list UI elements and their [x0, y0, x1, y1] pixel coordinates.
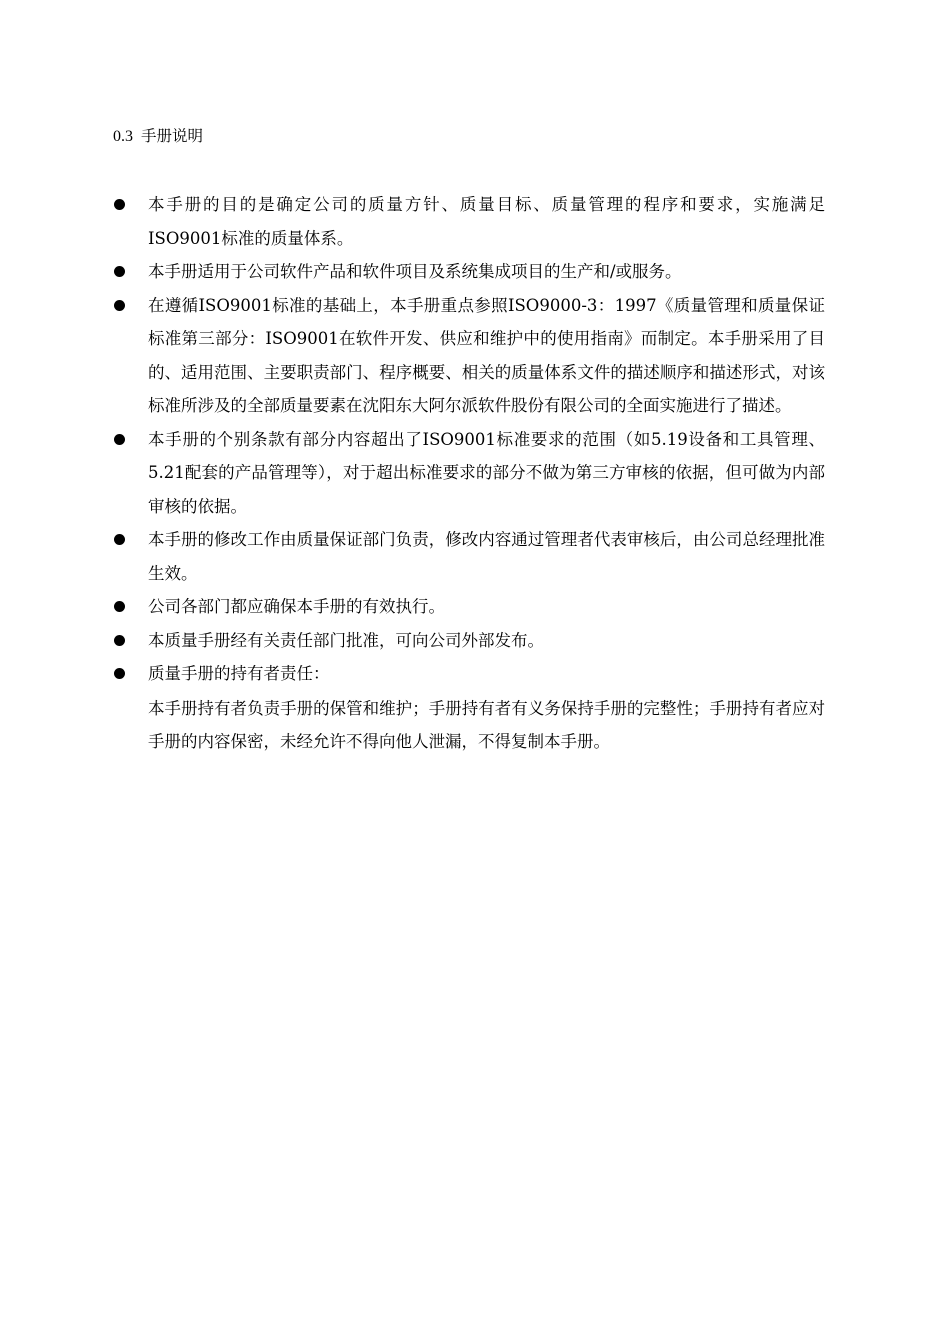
list-item — [113, 624, 825, 658]
bullet-icon — [114, 300, 125, 311]
section-heading — [113, 124, 203, 149]
bullet-list — [113, 188, 825, 759]
list-item — [113, 255, 825, 289]
list-item — [113, 523, 825, 590]
list-item-text: 本手册的目的是确定公司的质量方针、质量目标、质量管理的程序和要求，实施满足ISO9001标准的质量体系。 — [148, 195, 825, 248]
list-item-text: 本手册适用于公司软件产品和软件项目及系统集成项目的生产和/或服务。 — [148, 262, 682, 281]
list-item-text: 本手册的修改工作由质量保证部门负责，修改内容通过管理者代表审核后，由公司总经理批准生效。 — [148, 530, 825, 583]
list-item-text: 本质量手册经有关责任部门批准，可向公司外部发布。 — [148, 630, 544, 650]
bullet-icon — [114, 266, 125, 277]
list-item-text: 在遵循ISO9001标准的基础上，本手册重点参照ISO9000-3：1997《质量管理和质量保证标准第三部分：ISO9001在软件开发、供应和维护中的使用指南》而制定。本手册采用了目的、适用范围、主要职责部门、程序概要、相关的质量体系文件的描述顺序和描述形式，对该标准所涉及的全部质量要素在沈阳东大阿尔派软件股份有限公司的全面实施进行了描述。 — [148, 295, 825, 415]
bullet-icon — [114, 635, 125, 646]
bullet-icon — [114, 199, 125, 210]
bullet-icon — [114, 434, 125, 445]
list-item-subtext: 本手册持有者负责手册的保管和维护；手册持有者有义务保持手册的完整性；手册持有者应对手册的内容保密，未经允许不得向他人泄漏，不得复制本手册。 — [148, 698, 825, 751]
bullet-icon — [114, 534, 125, 545]
list-item-text: 质量手册的持有者责任： — [148, 664, 330, 683]
list-item — [113, 188, 825, 255]
list-item-text: 本手册的个别条款有部分内容超出了ISO9001标准要求的范围（如5.19设备和工具管理、5.21配套的产品管理等），对于超出标准要求的部分不做为第三方审核的依据，但可做为内部审核的依据。 — [148, 429, 825, 516]
bullet-icon — [114, 601, 125, 612]
list-item-text: 公司各部门都应确保本手册的有效执行。 — [148, 597, 445, 616]
list-item — [113, 423, 825, 524]
list-item — [113, 590, 825, 624]
list-item — [113, 657, 825, 759]
bullet-icon — [114, 668, 125, 679]
list-item — [113, 289, 825, 423]
section-title: 手册说明 — [141, 127, 204, 145]
section-number: 0.3 — [113, 128, 133, 145]
